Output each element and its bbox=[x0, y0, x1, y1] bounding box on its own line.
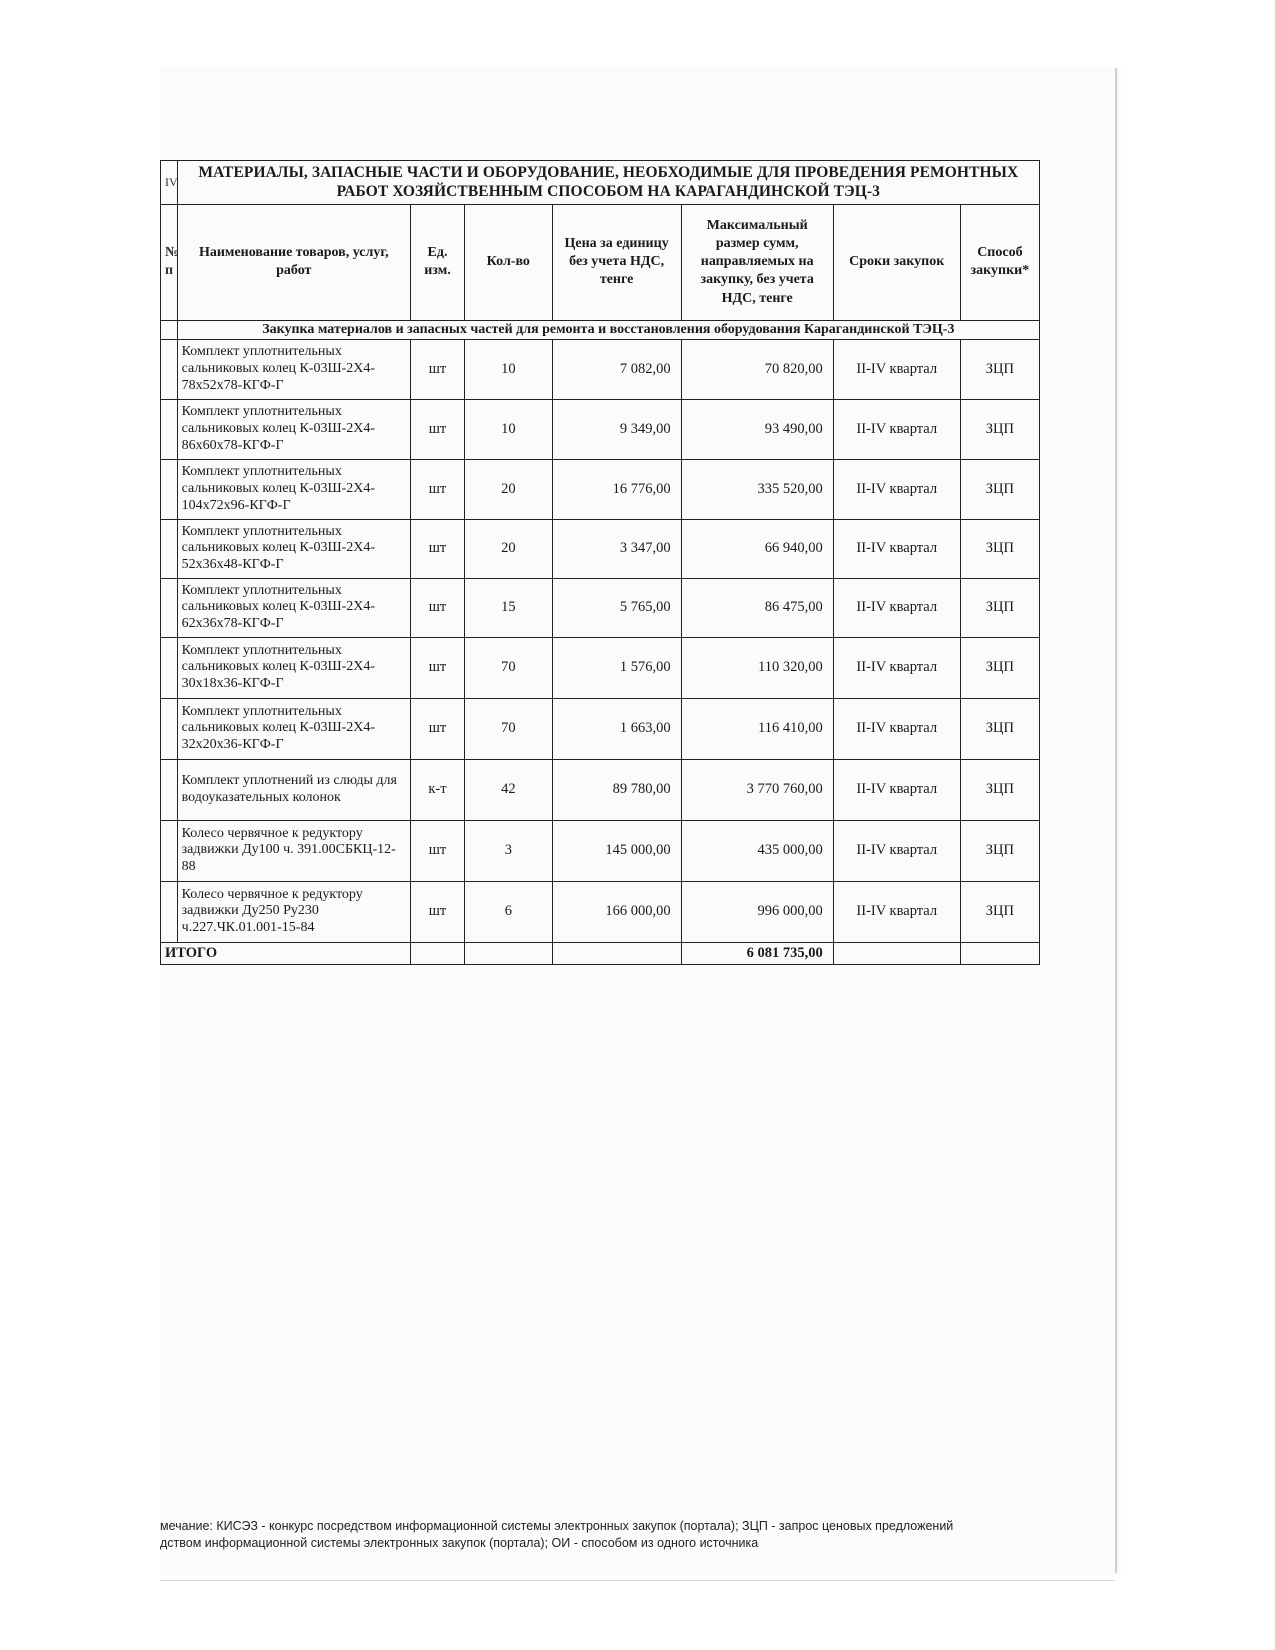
item-unit: шт bbox=[410, 698, 464, 759]
item-name: Комплект уплотнительных сальниковых колец К-03Ш-2Х4-52х36х48-КГФ-Г bbox=[177, 519, 410, 578]
item-method: ЗЦП bbox=[960, 820, 1039, 881]
item-unit: шт bbox=[410, 339, 464, 399]
item-name: Колесо червячное к редуктору задвижки Ду250 Ру230 ч.227.ЧК.01.001-15-84 bbox=[177, 881, 410, 942]
header-price: Цена за единицу без учета НДС, тенге bbox=[552, 204, 681, 320]
table-row bbox=[161, 698, 1040, 759]
row-number bbox=[161, 698, 178, 759]
table-row bbox=[161, 637, 1040, 698]
row-number bbox=[161, 399, 178, 459]
item-term: II-IV квартал bbox=[833, 881, 960, 942]
item-price: 145 000,00 bbox=[552, 820, 681, 881]
table-row bbox=[161, 820, 1040, 881]
item-unit: шт bbox=[410, 881, 464, 942]
page-bottom-edge bbox=[160, 1580, 1115, 1581]
item-qty: 42 bbox=[465, 759, 552, 820]
item-sum: 86 475,00 bbox=[681, 578, 833, 637]
item-term: II-IV квартал bbox=[833, 399, 960, 459]
item-term: II-IV квартал bbox=[833, 339, 960, 399]
item-name: Комплект уплотнений из слюды для водоуказательных колонок bbox=[177, 759, 410, 820]
item-qty: 15 bbox=[465, 578, 552, 637]
item-method: ЗЦП bbox=[960, 339, 1039, 399]
item-name: Комплект уплотнительных сальниковых колец К-03Ш-2Х4-104х72х96-КГФ-Г bbox=[177, 459, 410, 519]
item-price: 5 765,00 bbox=[552, 578, 681, 637]
subheader: Закупка материалов и запасных частей для ремонта и восстановления оборудования Карагандинской ТЭЦ-3 bbox=[177, 320, 1039, 339]
item-name: Комплект уплотнительных сальниковых колец К-03Ш-2Х4-86х60х78-КГФ-Г bbox=[177, 399, 410, 459]
item-name: Колесо червячное к редуктору задвижки Ду100 ч. 391.00СБКЦ-12-88 bbox=[177, 820, 410, 881]
item-qty: 10 bbox=[465, 399, 552, 459]
table-row bbox=[161, 759, 1040, 820]
total-label: ИТОГО bbox=[161, 942, 411, 964]
subheader-row bbox=[161, 320, 1040, 339]
row-number bbox=[161, 459, 178, 519]
item-qty: 3 bbox=[465, 820, 552, 881]
section-title: МАТЕРИАЛЫ, ЗАПАСНЫЕ ЧАСТИ И ОБОРУДОВАНИЕ, НЕОБХОДИМЫЕ ДЛЯ ПРОВЕДЕНИЯ РЕМОНТНЫХ РАБОТ ХОЗЯЙСТВЕННЫМ СПОСОБОМ НА КАРАГАНДИНСКОЙ ТЭЦ-3 bbox=[177, 161, 1039, 205]
header-unit: Ед. изм. bbox=[410, 204, 464, 320]
item-method: ЗЦП bbox=[960, 698, 1039, 759]
item-name: Комплект уплотнительных сальниковых колец К-03Ш-2Х4-30х18х36-КГФ-Г bbox=[177, 637, 410, 698]
row-number bbox=[161, 519, 178, 578]
table-row bbox=[161, 339, 1040, 399]
row-number bbox=[161, 820, 178, 881]
row-number bbox=[161, 637, 178, 698]
header-qty: Кол-во bbox=[465, 204, 552, 320]
procurement-table bbox=[160, 160, 1040, 965]
item-price: 166 000,00 bbox=[552, 881, 681, 942]
section-number: IV bbox=[161, 161, 178, 205]
item-unit: шт bbox=[410, 820, 464, 881]
item-price: 7 082,00 bbox=[552, 339, 681, 399]
item-term: II-IV квартал bbox=[833, 578, 960, 637]
item-sum: 3 770 760,00 bbox=[681, 759, 833, 820]
table-row bbox=[161, 881, 1040, 942]
item-price: 89 780,00 bbox=[552, 759, 681, 820]
header-method: Способ закупки* bbox=[960, 204, 1039, 320]
item-term: II-IV квартал bbox=[833, 698, 960, 759]
row-number bbox=[161, 759, 178, 820]
item-qty: 70 bbox=[465, 698, 552, 759]
header-name: Наименование товаров, услуг, работ bbox=[177, 204, 410, 320]
section-title-row bbox=[161, 161, 1040, 205]
footnote-line-1: мечание: КИСЭЗ - конкурс посредством информационной системы электронных закупок (портала); ЗЦП - запрос ценовых предложений bbox=[160, 1519, 954, 1533]
row-number bbox=[161, 578, 178, 637]
item-method: ЗЦП bbox=[960, 519, 1039, 578]
item-sum: 66 940,00 bbox=[681, 519, 833, 578]
item-sum: 335 520,00 bbox=[681, 459, 833, 519]
item-method: ЗЦП bbox=[960, 578, 1039, 637]
row-number bbox=[161, 339, 178, 399]
table-row bbox=[161, 578, 1040, 637]
item-method: ЗЦП bbox=[960, 459, 1039, 519]
item-unit: шт bbox=[410, 519, 464, 578]
item-sum: 116 410,00 bbox=[681, 698, 833, 759]
row-number bbox=[161, 881, 178, 942]
item-name: Комплект уплотнительных сальниковых колец К-03Ш-2Х4-32х20х36-КГФ-Г bbox=[177, 698, 410, 759]
item-unit: шт bbox=[410, 399, 464, 459]
item-method: ЗЦП bbox=[960, 759, 1039, 820]
item-term: II-IV квартал bbox=[833, 759, 960, 820]
item-name: Комплект уплотнительных сальниковых колец К-03Ш-2Х4-62х36х78-КГФ-Г bbox=[177, 578, 410, 637]
table-body bbox=[161, 339, 1040, 942]
item-unit: шт bbox=[410, 637, 464, 698]
item-term: II-IV квартал bbox=[833, 820, 960, 881]
table-row bbox=[161, 459, 1040, 519]
header-row bbox=[161, 204, 1040, 320]
header-number: № п bbox=[161, 204, 178, 320]
item-term: II-IV квартал bbox=[833, 637, 960, 698]
item-qty: 20 bbox=[465, 459, 552, 519]
item-price: 1 576,00 bbox=[552, 637, 681, 698]
item-sum: 70 820,00 bbox=[681, 339, 833, 399]
item-qty: 6 bbox=[465, 881, 552, 942]
item-qty: 20 bbox=[465, 519, 552, 578]
item-price: 1 663,00 bbox=[552, 698, 681, 759]
item-unit: шт bbox=[410, 578, 464, 637]
item-sum: 435 000,00 bbox=[681, 820, 833, 881]
header-terms: Сроки закупок bbox=[833, 204, 960, 320]
item-method: ЗЦП bbox=[960, 399, 1039, 459]
item-price: 9 349,00 bbox=[552, 399, 681, 459]
item-unit: к-т bbox=[410, 759, 464, 820]
item-qty: 10 bbox=[465, 339, 552, 399]
table-row bbox=[161, 519, 1040, 578]
footnote bbox=[160, 1518, 1060, 1552]
item-sum: 110 320,00 bbox=[681, 637, 833, 698]
header-max-sum: Максимальный размер сумм, направляемых на закупку, без учета НДС, тенге bbox=[681, 204, 833, 320]
item-term: II-IV квартал bbox=[833, 459, 960, 519]
item-sum: 996 000,00 bbox=[681, 881, 833, 942]
item-sum: 93 490,00 bbox=[681, 399, 833, 459]
item-price: 3 347,00 bbox=[552, 519, 681, 578]
table-row bbox=[161, 399, 1040, 459]
total-row bbox=[161, 942, 1040, 964]
footnote-line-2: дством информационной системы электронных закупок (портала); ОИ - способом из одного источника bbox=[160, 1536, 759, 1550]
item-name: Комплект уплотнительных сальниковых колец К-03Ш-2Х4-78х52х78-КГФ-Г bbox=[177, 339, 410, 399]
item-price: 16 776,00 bbox=[552, 459, 681, 519]
item-method: ЗЦП bbox=[960, 881, 1039, 942]
item-term: II-IV квартал bbox=[833, 519, 960, 578]
total-value: 6 081 735,00 bbox=[681, 942, 833, 964]
item-method: ЗЦП bbox=[960, 637, 1039, 698]
item-qty: 70 bbox=[465, 637, 552, 698]
item-unit: шт bbox=[410, 459, 464, 519]
